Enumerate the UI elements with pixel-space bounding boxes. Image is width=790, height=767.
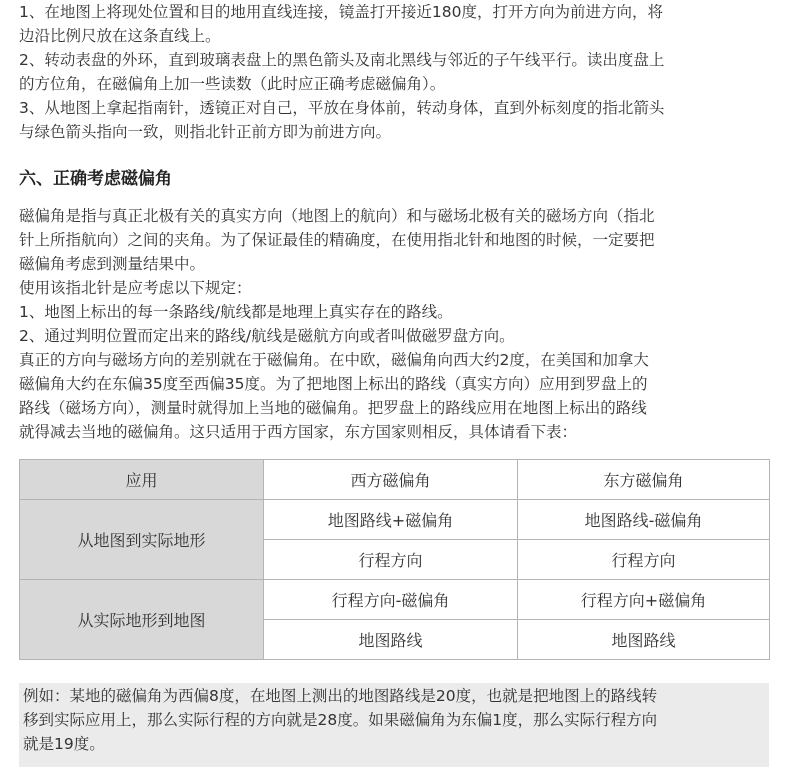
- example-line: 例如：某地的磁偏角为西偏8度，在地图上测出的地图路线是20度，也就是把地图上的路线转: [23, 687, 658, 705]
- table-cell: 行程方向: [264, 540, 518, 580]
- section-heading: 六、正确考虑磁偏角: [19, 169, 172, 189]
- table-group-label: 从地图到实际地形: [20, 500, 264, 580]
- intro-line: 与绿色箭头指向一致，则指北针正前方即为前进方向。: [19, 123, 392, 141]
- example-note: [19, 683, 769, 767]
- body-line: 2、通过判明位置而定出来的路线/航线是磁航方向或者叫做磁罗盘方向。: [19, 327, 515, 345]
- table-header-cell: 东方磁偏角: [518, 460, 770, 500]
- table-cell: 行程方向: [518, 540, 770, 580]
- table-cell: 行程方向-磁偏角: [264, 580, 518, 620]
- example-line: 移到实际应用上，那么实际行程的方向就是28度。如果磁偏角为东偏1度，那么实际行程方向: [23, 711, 658, 729]
- body-line: 路线（磁场方向），测量时就得加上当地的磁偏角。把罗盘上的路线应用在地图上标出的路线: [19, 399, 647, 417]
- body-line: 真正的方向与磁场方向的差别就在于磁偏角。在中欧，磁偏角向西大约2度，在美国和加拿大: [19, 351, 649, 369]
- body-line: 使用该指北针是应考虑以下规定：: [19, 279, 252, 297]
- intro-line: 边沿比例尺放在这条直线上。: [19, 27, 221, 45]
- intro-line: 1、在地图上将现处位置和目的地用直线连接，镜盖打开接近180度，打开方向为前进方向，将: [19, 3, 663, 21]
- table-header-row: [20, 460, 770, 500]
- table-header-cell: 西方磁偏角: [264, 460, 518, 500]
- table-row: [20, 580, 770, 620]
- body-line: 磁偏角是指与真正北极有关的真实方向（地图上的航向）和与磁场北极有关的磁场方向（指北: [19, 207, 655, 225]
- intro-line: 3、从地图上拿起指南针，透镜正对自己，平放在身体前，转动身体，直到外标刻度的指北箭头: [19, 99, 665, 117]
- intro-line: 2、转动表盘的外环，直到玻璃表盘上的黑色箭头及南北黑线与邻近的子午线平行。读出度盘上: [19, 51, 665, 69]
- body-line: 就得减去当地的磁偏角。这只适用于西方国家，东方国家则相反，具体请看下表：: [19, 423, 578, 441]
- table-cell: 地图路线: [264, 620, 518, 660]
- example-line: 就是19度。: [23, 735, 105, 753]
- body-line: 针上所指航向）之间的夹角。为了保证最佳的精确度，在使用指北针和地图的时候，一定要把: [19, 231, 655, 249]
- table-cell: 地图路线-磁偏角: [518, 500, 770, 540]
- table-cell: 地图路线+磁偏角: [264, 500, 518, 540]
- body-line: 1、地图上标出的每一条路线/航线都是地理上真实存在的路线。: [19, 303, 453, 321]
- intro-line: 的方位角，在磁偏角上加一些读数（此时应正确考虑磁偏角）。: [19, 75, 446, 93]
- table-cell: 地图路线: [518, 620, 770, 660]
- table-row: [20, 500, 770, 540]
- table-header-cell: 应用: [20, 460, 264, 500]
- table-cell: 行程方向+磁偏角: [518, 580, 770, 620]
- body-line: 磁偏角大约在东偏35度至西偏35度。为了把地图上标出的路线（真实方向）应用到罗盘上的: [19, 375, 648, 393]
- body-line: 磁偏角考虑到测量结果中。: [19, 255, 206, 273]
- declination-table: [19, 459, 770, 660]
- table-group-label: 从实际地形到地图: [20, 580, 264, 660]
